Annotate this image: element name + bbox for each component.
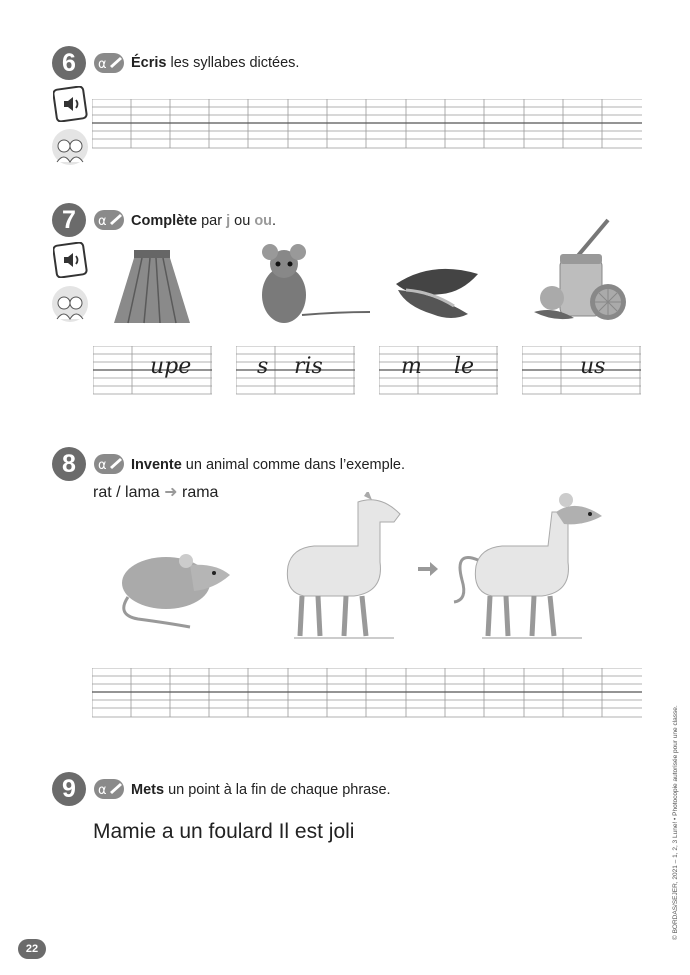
pencil-icon [94,210,124,230]
tablet-audio-icon [53,86,89,127]
writing-box-3[interactable] [379,346,498,395]
exercise-7-instruction: Complète par j ou ou. [131,213,277,229]
exercise-9-instruction: Mets un point à la fin de chaque phrase. [131,782,391,798]
word-fragment-4b: us [580,354,606,379]
arrow-icon [418,562,438,576]
juice-image [530,218,630,326]
exercise-8-instruction: Invente un animal comme dans l’exemple. [131,457,406,473]
word-fragment-1b: upe [150,354,192,379]
word-fragment-3b: le [454,354,475,379]
exercise-6-instruction: Écris les syllabes dictées. [131,55,300,71]
exercise-number-7: 7 [52,203,86,237]
children-icon [51,128,89,171]
word-fragment-2a: s [257,354,269,379]
rat-image [118,545,236,630]
svg-text:α: α [98,214,107,229]
skirt-image [112,248,192,328]
llama-image [284,492,406,640]
word-fragment-3a: m [401,354,422,379]
word-fragment-2b: ris [294,354,323,379]
children-icon [51,285,89,328]
mouse-image [252,240,372,330]
mussel-image [392,262,482,322]
copyright-credit: © BORDAS/SEJER, 2021 – 1, 2, 3 Lune! • Photocopie autorisée pour une classe. [672,705,679,940]
tablet-audio-icon [53,242,89,283]
exercise-number-9: 9 [52,772,86,806]
rama-image [452,490,614,640]
writing-lines-6[interactable] [92,99,642,149]
exercise-8-example: rat / lama ➜ rama [93,484,219,501]
svg-text:α: α [98,57,107,72]
pencil-icon [94,454,124,474]
exercise-number-8: 8 [52,447,86,481]
svg-text:α: α [98,783,107,798]
pencil-icon [94,779,124,799]
writing-lines-8[interactable] [92,668,642,718]
exercise-number-6: 6 [52,46,86,80]
svg-text:α: α [98,458,107,473]
page-number: 22 [18,939,46,959]
exercise-9-sentence[interactable]: Mamie a un foulard Il est joli [93,820,355,843]
pencil-icon [94,53,124,73]
